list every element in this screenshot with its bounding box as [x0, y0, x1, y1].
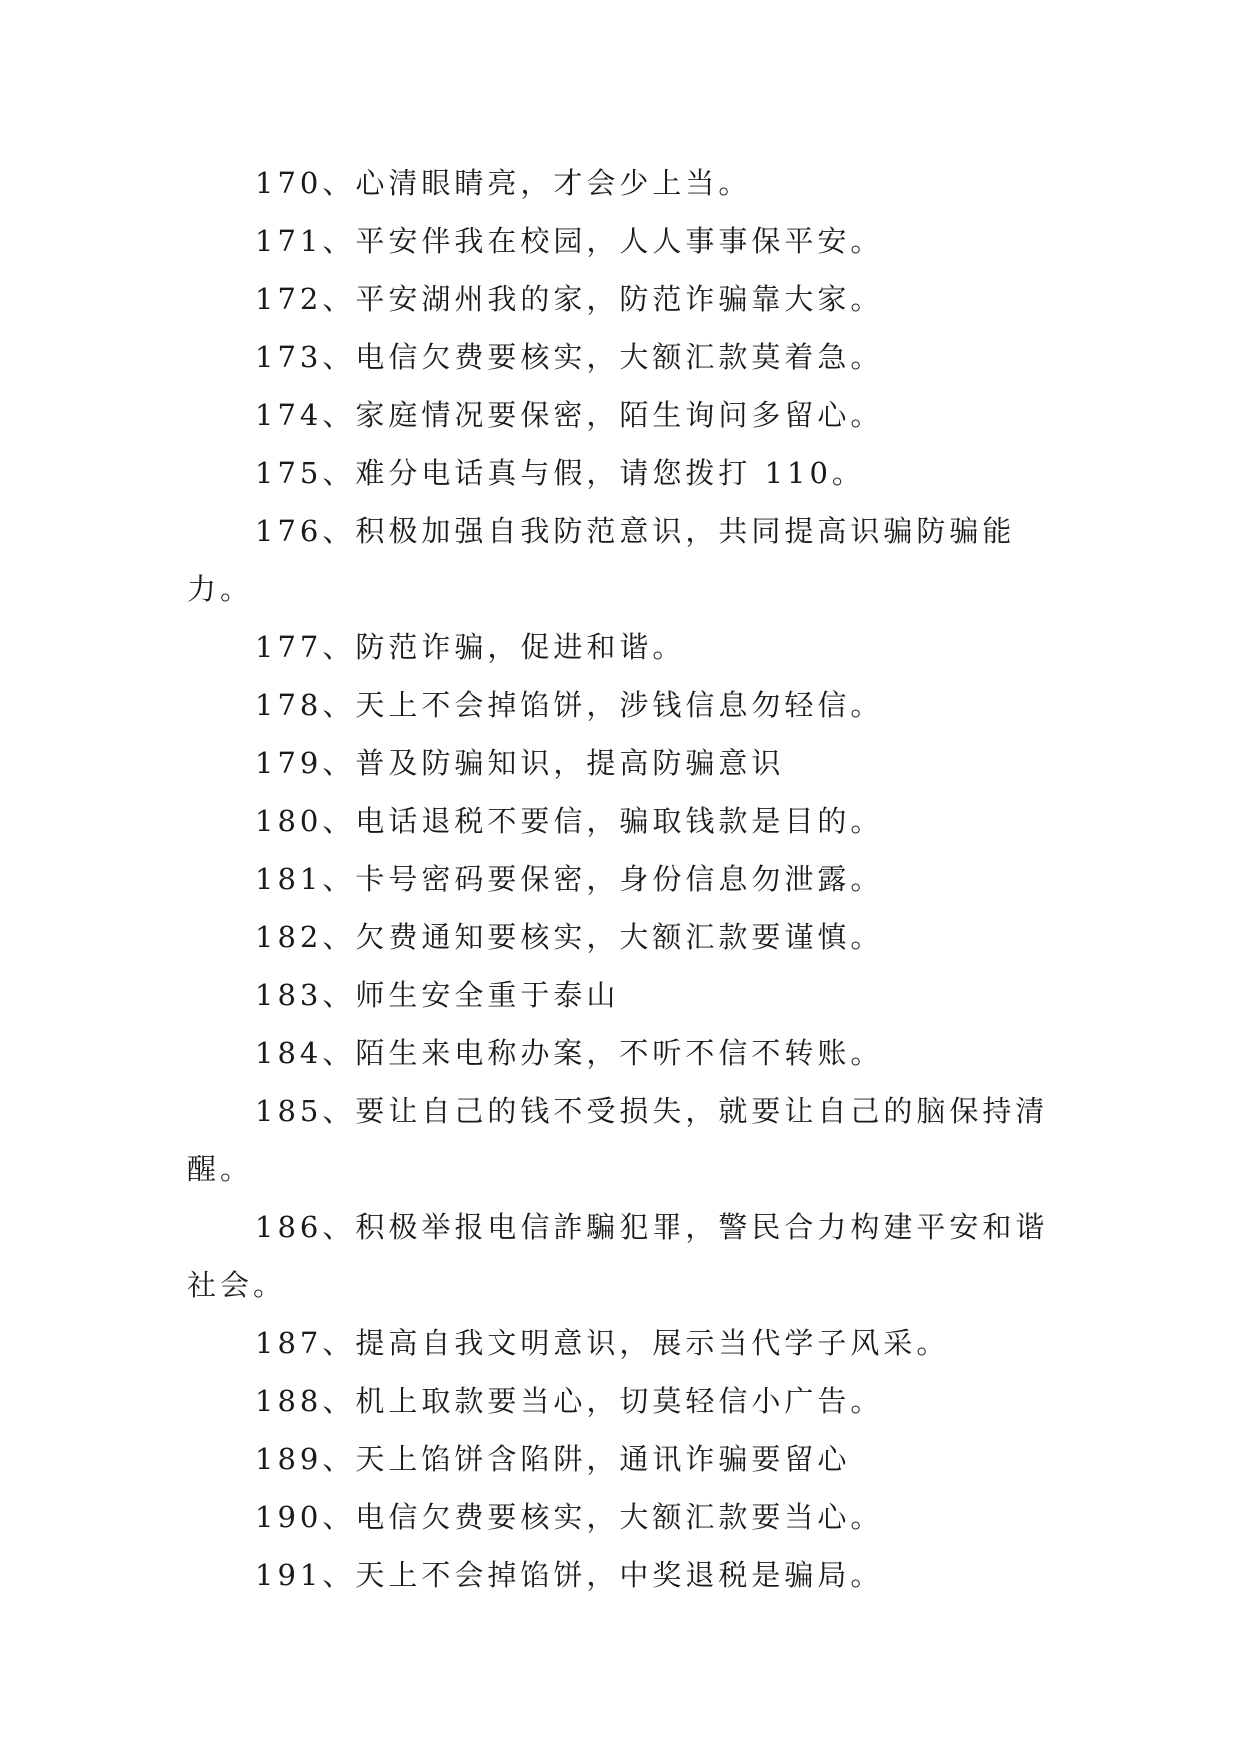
list-item: 176、积极加强自我防范意识，共同提高识骗防骗能力。 [187, 514, 1016, 606]
list-item: 186、积极举报电信詐騙犯罪，警民合力构建平安和谐社会。 [187, 1210, 1049, 1302]
list-item: 173、电信欠费要核实，大额汇款莫着急。 [255, 340, 884, 374]
list-item: 174、家庭情况要保密，陌生询问多留心。 [255, 398, 884, 432]
list-item: 189、天上馅饼含陷阱，通讯诈骗要留心 [255, 1442, 851, 1476]
list-item: 177、防范诈骗，促进和谐。 [255, 630, 686, 664]
list-item: 188、机上取款要当心，切莫轻信小广告。 [255, 1384, 884, 1418]
list-item: 172、平安湖州我的家，防范诈骗靠大家。 [255, 282, 884, 316]
list-item: 170、心清眼睛亮，才会少上当。 [255, 166, 752, 200]
list-item: 184、陌生来电称办案，不听不信不转账。 [255, 1036, 884, 1070]
list-item: 187、提高自我文明意识，展示当代学子风采。 [255, 1326, 950, 1360]
list-item: 191、天上不会掉馅饼，中奖退税是骗局。 [255, 1558, 884, 1592]
slogan-list [187, 154, 1057, 1604]
list-item: 190、电信欠费要核实，大额汇款要当心。 [255, 1500, 884, 1534]
list-item: 180、电话退税不要信，骗取钱款是目的。 [255, 804, 884, 838]
list-item: 171、平安伴我在校园，人人事事保平安。 [255, 224, 884, 258]
list-item: 183、师生安全重于泰山 [255, 978, 620, 1012]
list-item: 182、欠费通知要核实，大额汇款要谨慎。 [255, 920, 884, 954]
list-item: 179、普及防骗知识，提高防骗意识 [255, 746, 785, 780]
list-item: 175、难分电话真与假，请您拨打 110。 [255, 456, 865, 490]
list-item: 178、天上不会掉馅饼，涉钱信息勿轻信。 [255, 688, 884, 722]
list-item: 185、要让自己的钱不受损失，就要让自己的脑保持清醒。 [187, 1094, 1049, 1186]
list-item: 181、卡号密码要保密，身份信息勿泄露。 [255, 862, 884, 896]
